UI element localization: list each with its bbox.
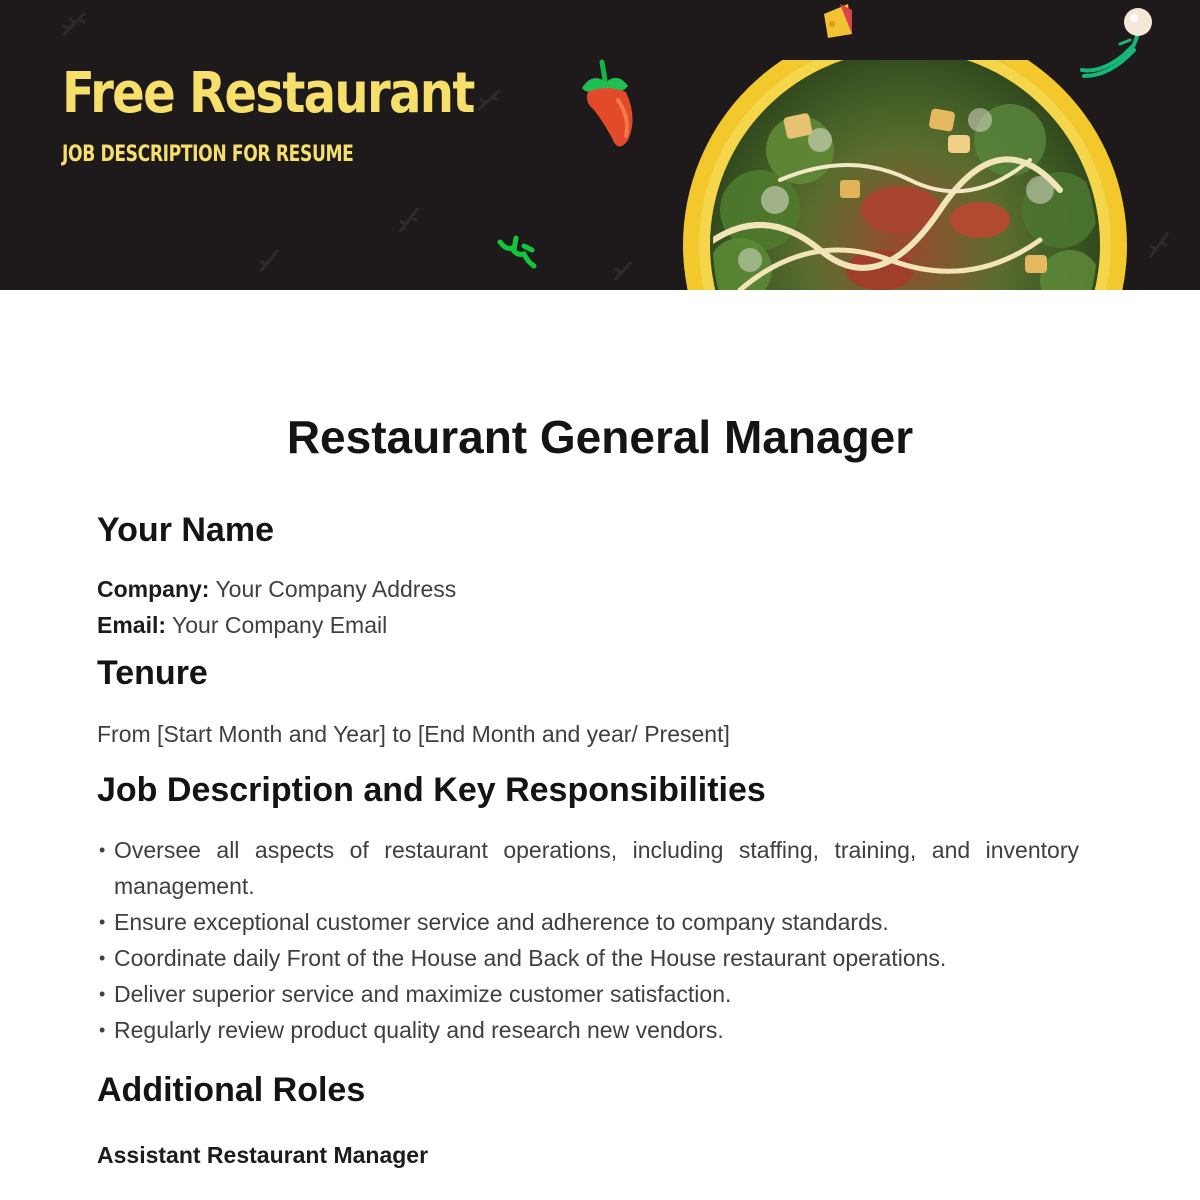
list-item: • Coordinate daily Front of the House and Back of the House restaurant operations.	[97, 940, 1079, 976]
list-item: • Oversee all aspects of restaurant operations, including staffing, training, and inventory management.	[97, 832, 1079, 904]
header-banner	[0, 0, 1200, 290]
additional-roles-heading: Additional Roles	[97, 1071, 366, 1110]
list-item: • Regularly review product quality and research new vendors.	[97, 1012, 1079, 1048]
leaf-icon	[494, 232, 544, 272]
herb-sprig-icon	[390, 200, 430, 240]
resume-content	[97, 510, 1079, 1173]
company-value: Your Company Address	[215, 575, 457, 602]
herb-sprig-icon	[1140, 225, 1180, 265]
job-description-heading: Job Description and Key Responsibilities	[97, 770, 766, 809]
tenure-value: From [Start Month and Year] to [End Month and year/ Present]	[97, 720, 730, 747]
herb-sprig-icon	[55, 5, 95, 45]
company-line	[97, 571, 1079, 607]
banner-title: Free Restaurant	[62, 61, 474, 126]
salad-plate-image	[680, 60, 1130, 290]
herb-sprig-icon	[250, 240, 290, 280]
list-item: • Deliver superior service and maximize customer satisfaction.	[97, 976, 1079, 1012]
cheese-icon	[818, 0, 858, 44]
bell-pepper-icon	[572, 58, 642, 158]
responsibilities-list	[97, 832, 1079, 1048]
banner-subtitle: JOB DESCRIPTION FOR RESUME	[62, 142, 354, 167]
name-heading: Your Name	[97, 511, 274, 549]
herb-sprig-icon	[470, 80, 510, 120]
email-line	[97, 607, 1079, 643]
email-label: Email:	[97, 611, 167, 638]
email-value: Your Company Email	[172, 611, 388, 638]
tenure-heading: Tenure	[97, 653, 208, 692]
herb-sprig-icon	[605, 250, 645, 290]
document-title: Restaurant General Manager	[286, 411, 914, 463]
company-label: Company:	[97, 575, 210, 602]
role-title: Assistant Restaurant Manager	[97, 1142, 429, 1169]
list-item: • Ensure exceptional customer service and adherence to company standards.	[97, 904, 1079, 940]
